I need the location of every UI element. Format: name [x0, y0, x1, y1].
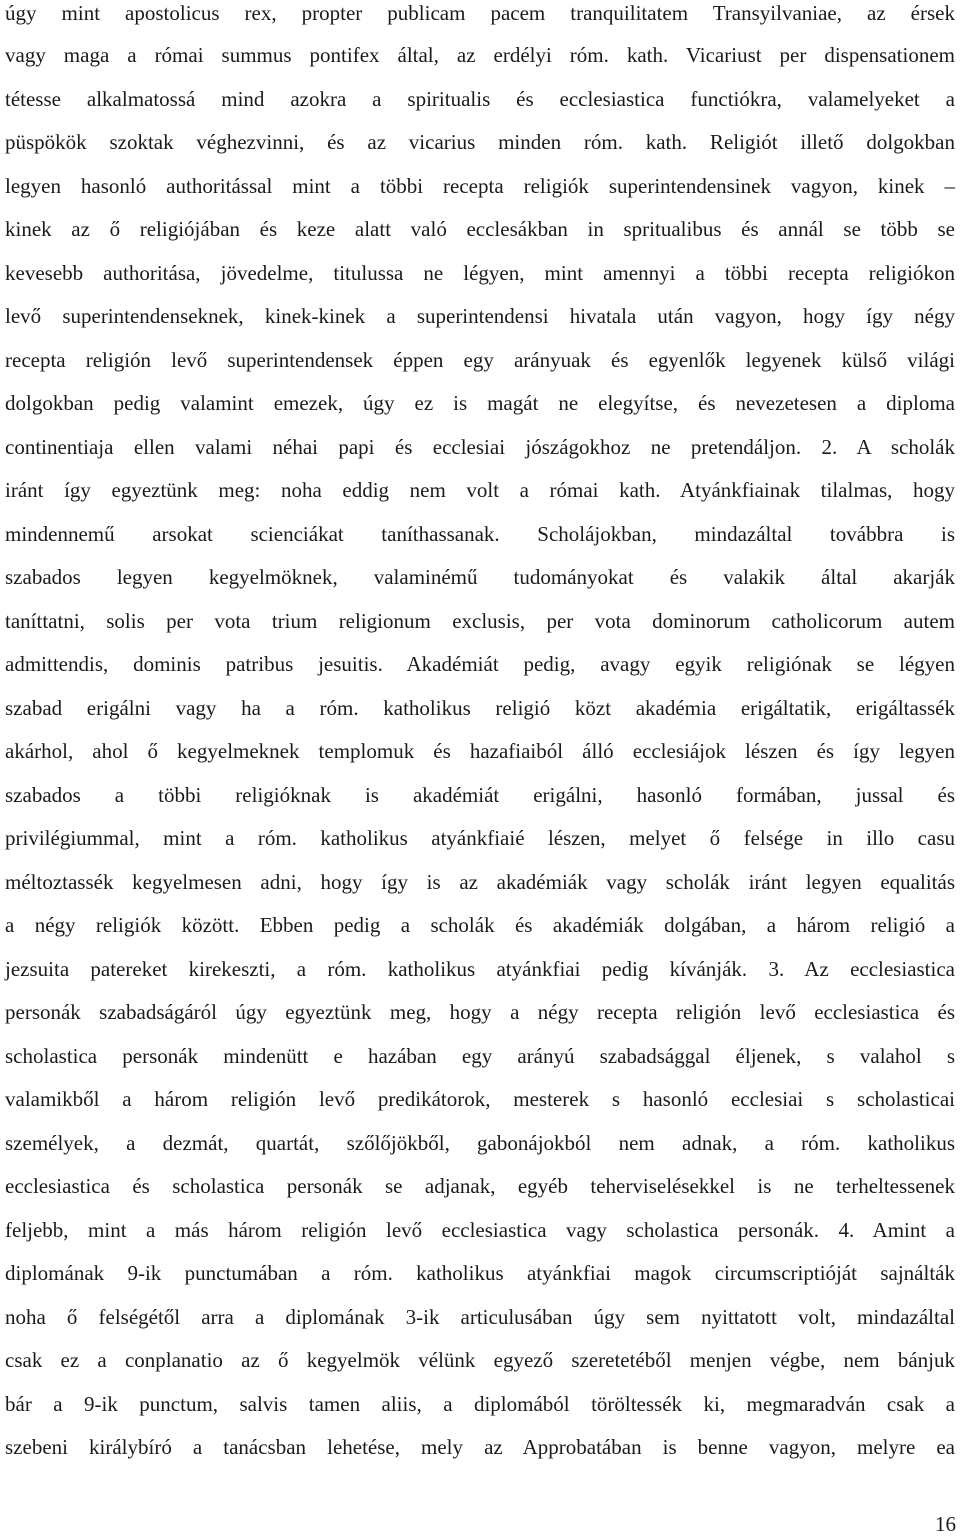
text-line: diplomának 9-ik punctumában a róm. katholikus atyánkfiai magok circumscriptióját sajnálták	[5, 1261, 955, 1285]
text-line: personák szabadságáról úgy egyeztünk meg, hogy a négy recepta religión levő ecclesiastica és	[5, 1000, 955, 1024]
text-line: feljebb, mint a más három religión levő ecclesiastica vagy scholastica personák. 4. Amint a	[5, 1217, 955, 1242]
text-line: kinek az ő religiójában és keze alatt való ecclesákban in spritualibus és annál se több se	[5, 217, 955, 241]
body-text	[5, 0, 955, 1470]
text-line: taníttatni, solis per vota trium religionum exclusis, per vota dominorum catholicorum autem	[5, 608, 955, 633]
text-line: úgy mint apostolicus rex, propter publicam pacem tranquilitatem Transyilvaniae, az érsek	[5, 1, 955, 25]
text-line: vagy maga a római summus pontifex által, az erdélyi róm. kath. Vicariust per dispensationem	[5, 43, 955, 67]
text-line: jezsuita patereket kirekeszti, a róm. katholikus atyánkfiai pedig kívánják. 3. Az ecclesiastica	[5, 956, 955, 981]
text-line: a négy religiók között. Ebben pedig a scholák és akadémiák dolgában, a három religió a	[5, 913, 955, 937]
text-line: admittendis, dominis patribus jesuitis. Akadémiát pedig, avagy egyik religiónak se légyen	[5, 652, 955, 676]
text-line: levő superintendenseknek, kinek-kinek a superintendensi hivatala után vagyon, hogy így négy	[5, 304, 955, 328]
text-line: recepta religión levő superintendensek éppen egy arányuak és egyenlők legyenek külső világi	[5, 347, 955, 372]
text-line: csak ez a conplanatio az ő kegyelmök vélünk egyező szeretetéből menjen végbe, nem bánjuk	[5, 1348, 955, 1372]
text-line: akárhol, ahol ő kegyelmeknek templomuk és hazafiaiból álló ecclesiájok lészen és így legyen	[5, 739, 955, 763]
text-line: személyek, a dezmát, quartát, szőlőjökből, gabonájokból nem adnak, a róm. katholikus	[5, 1130, 955, 1155]
text-line: privilégiummal, mint a róm. katholikus atyánkfiaié lészen, melyet ő felsége in illo casu	[5, 826, 955, 850]
text-line: ecclesiastica és scholastica personák se adjanak, egyéb teherviselésekkel is ne terheltessenek	[5, 1174, 955, 1198]
text-line: püspökök szoktak véghezvinni, és az vicarius minden róm. kath. Religiót illető dolgokban	[5, 130, 955, 154]
text-line: scholastica personák mindenütt e hazában egy arányú szabadsággal éljenek, s valahol s	[5, 1043, 955, 1068]
text-line: szabad erigálni vagy ha a róm. katholikus religió közt akadémia erigáltatik, erigáltassék	[5, 695, 955, 720]
text-line: dolgokban pedig valamint emezek, úgy ez is magát ne elegyítse, és nevezetesen a diploma	[5, 391, 955, 415]
text-line: noha ő felségétől arra a diplomának 3-ik articulusában úgy sem nyittatott volt, mindazáltal	[5, 1304, 955, 1329]
text-line: szabados legyen kegyelmöknek, valaminémű tudományokat és valakik által akarják	[5, 565, 955, 589]
text-line: szabados a többi religióknak is akadémiát erigálni, hasonló formában, jussal és	[5, 782, 955, 807]
text-line: iránt így egyeztünk meg: noha eddig nem volt a római kath. Atyánkfiainak tilalmas, hogy	[5, 478, 955, 502]
text-line: méltoztassék kegyelmesen adni, hogy így is az akadémiák vagy scholák iránt legyen equalitás	[5, 869, 955, 894]
text-line: tétesse alkalmatossá mind azokra a spiritualis és ecclesiastica functiókra, valamelyeket a	[5, 86, 955, 111]
text-line: szebeni királybíró a tanácsban lehetése, mely az Approbatában is benne vagyon, melyre ea	[5, 1435, 955, 1459]
text-line: continentiaja ellen valami néhai papi és ecclesiai jószágokhoz ne pretendáljon. 2. A scholák	[5, 434, 955, 459]
text-line: bár a 9-ik punctum, salvis tamen aliis, a diplomából töröltessék ki, megmaradván csak a	[5, 1391, 955, 1416]
text-line: kevesebb authoritása, jövedelme, titulussa ne légyen, mint amennyi a többi recepta religiókon	[5, 260, 955, 285]
page-number: 16	[935, 1512, 956, 1536]
text-line: valamikből a három religión levő predikátorok, mesterek s hasonló ecclesiai s scholasticai	[5, 1087, 955, 1111]
text-line: mindennemű arsokat scienciákat taníthassanak. Scholájokban, mindazáltal továbbra is	[5, 521, 955, 546]
text-line: legyen hasonló authoritással mint a többi recepta religiók superintendensinek vagyon, kinek –	[5, 173, 955, 198]
